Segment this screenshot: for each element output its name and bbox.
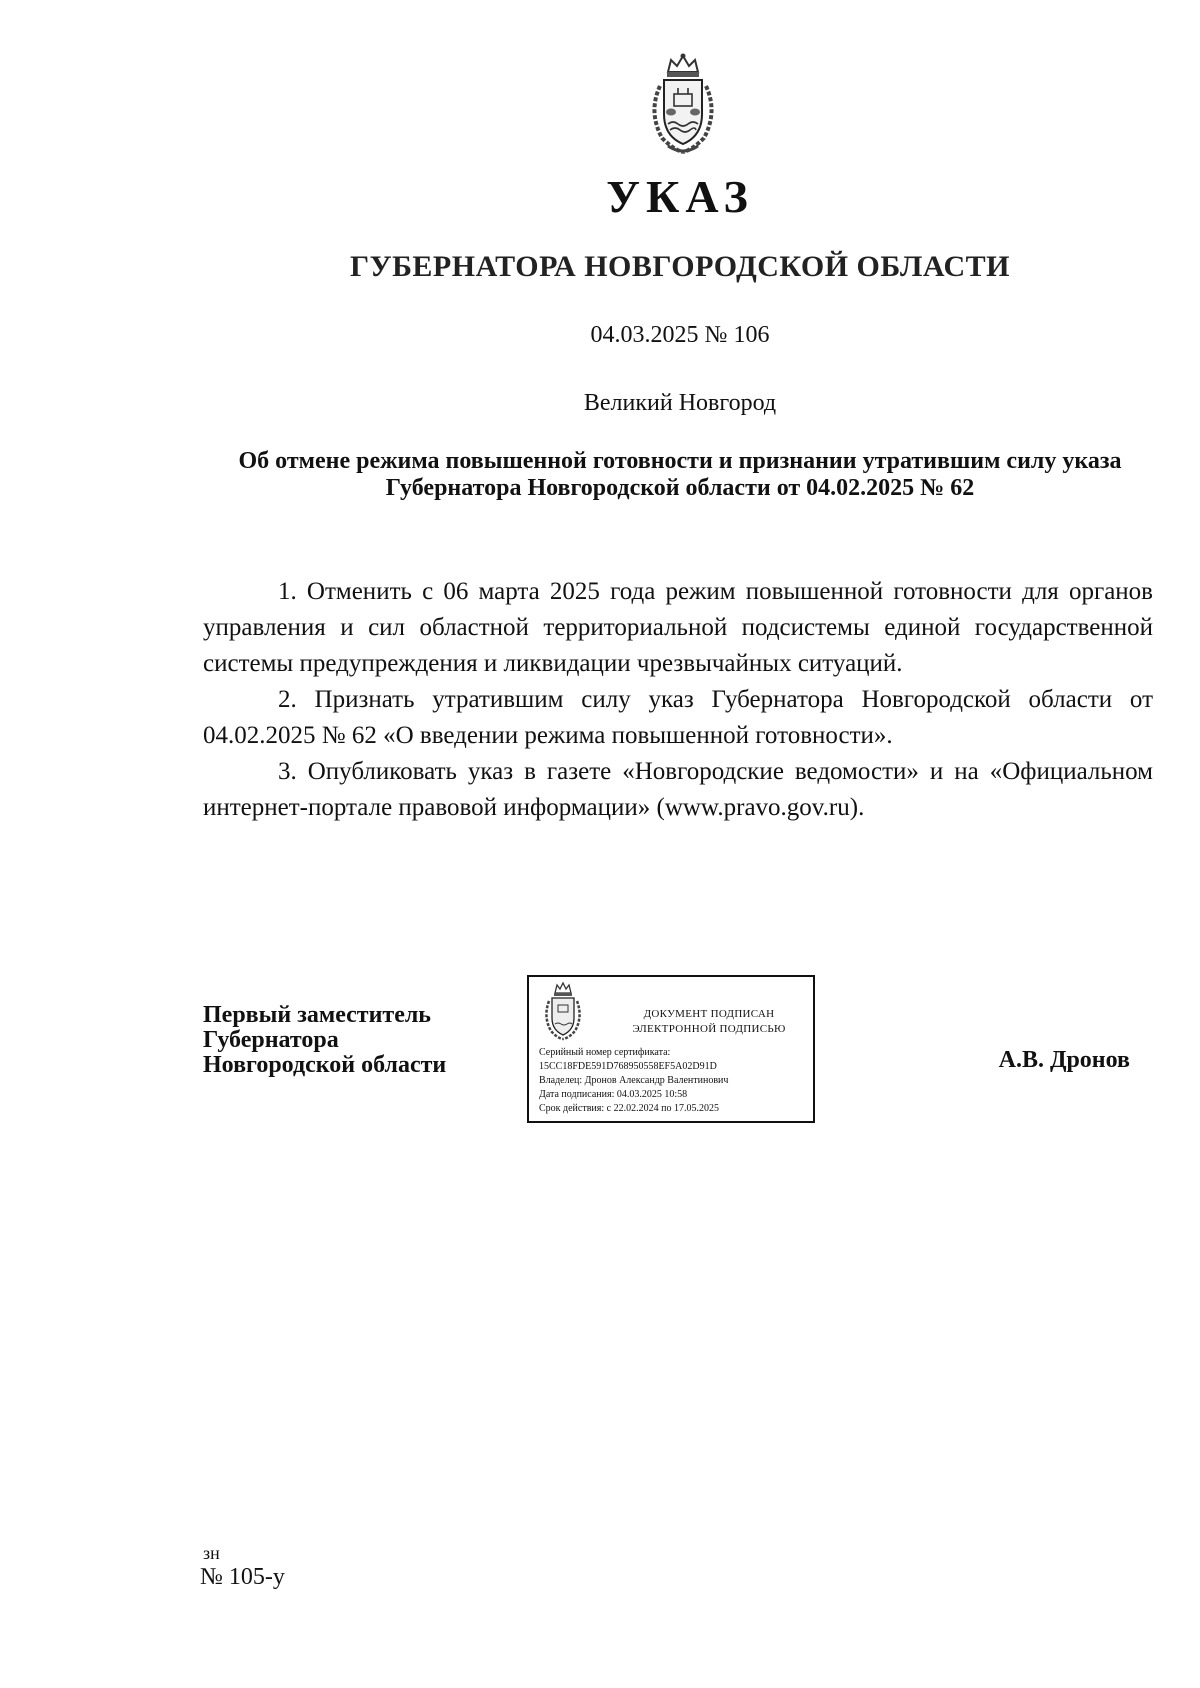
stamp-validity: Срок действия: с 22.02.2024 по 17.05.2025: [539, 1103, 719, 1114]
stamp-details: [539, 1046, 811, 1116]
signer-title-line: Губернатора: [203, 1027, 339, 1053]
coat-of-arms-icon: [539, 981, 587, 1043]
document-title: УКАЗ: [606, 171, 754, 222]
paragraph-1: 1. Отменить с 06 марта 2025 года режим повышенной готовности для органов управления и сил областной территориальной подсистемы единой государственной системы предупреждения и ликвидации чрезвычайных ситуаций.: [203, 578, 1153, 677]
signer-title-line: Первый заместитель: [203, 1002, 431, 1028]
stamp-signed-date: Дата подписания: 04.03.2025 10:58: [539, 1089, 688, 1100]
executor-code: зн: [203, 1543, 220, 1563]
paragraph-2: 2. Признать утратившим силу указ Губернатора Новгородской области от 04.02.2025 № 62 «О введении режима повышенной готовности».: [203, 686, 1153, 749]
document-date-number: 04.03.2025 № 106: [590, 322, 770, 348]
document-body: [203, 574, 1153, 826]
signer-title: [203, 1003, 503, 1078]
document-subtitle: ГУБЕРНАТОРА НОВГОРОДСКОЙ ОБЛАСТИ: [349, 250, 1011, 283]
stamp-serial: 15CC18FDE591D768950558EF5A02D91D: [539, 1061, 717, 1072]
coat-of-arms-icon: [638, 52, 728, 156]
stamp-serial-label: Серийный номер сертификата:: [539, 1047, 671, 1058]
electronic-signature-stamp: [527, 975, 815, 1123]
stamp-heading-line: ЭЛЕКТРОННОЙ ПОДПИСЬЮ: [632, 1023, 786, 1035]
document-heading: Об отмене режима повышенной готовности и признании утратившим силу указа Губернатора Новгородской области от 04.02.2025 № 62: [238, 448, 1122, 501]
stamp-owner: Владелец: Дронов Александр Валентинович: [539, 1075, 729, 1086]
signer-title-line: Новгородской области: [203, 1052, 447, 1078]
stamp-heading-line: ДОКУМЕНТ ПОДПИСАН: [643, 1008, 775, 1020]
signer-name: А.В. Дронов: [998, 1047, 1130, 1073]
paragraph-3: 3. Опубликовать указ в газете «Новгородские ведомости» и на «Официальном интернет-портале правовой информации» (www.pravo.gov.ru).: [203, 758, 1153, 821]
registration-number: № 105-у: [200, 1564, 285, 1590]
stamp-heading: [609, 1007, 809, 1037]
document-city: Великий Новгород: [583, 390, 777, 416]
